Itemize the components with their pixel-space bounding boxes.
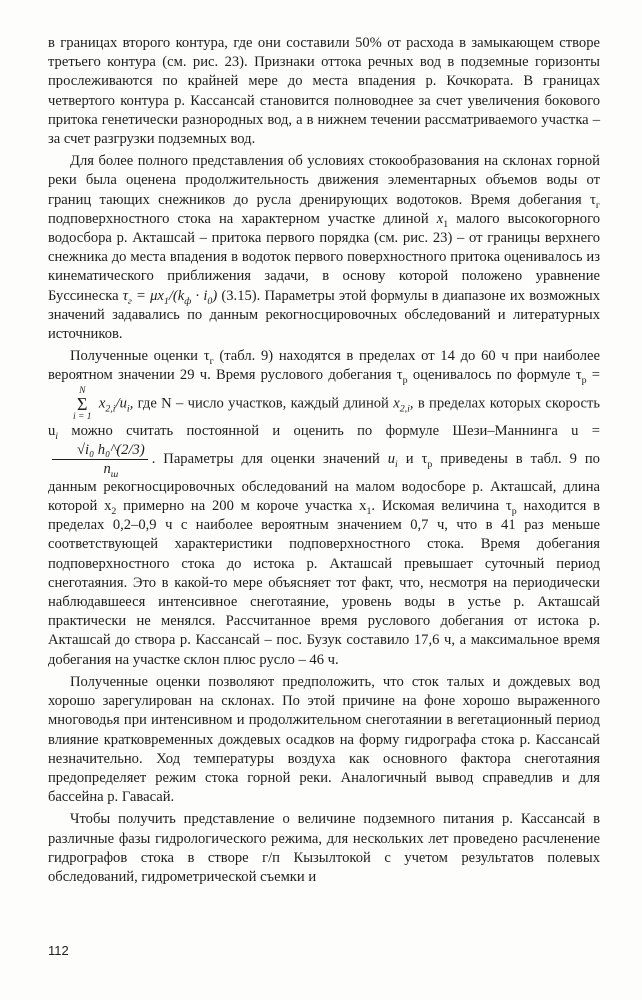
paragraph-1 [48,34,600,149]
formula-k-sub: ф [184,295,192,307]
p3-text-a: Полученные оценки τ [70,348,210,365]
p3-sub-c: р [581,375,587,387]
p3-text-m: примерно на 200 м короче участка x [116,498,367,515]
p3-sub-a: г [209,356,214,368]
sum-lower-limit: i = 1 [73,411,92,422]
p2-text-d: . Параметры этой формулы в диапазоне их возможных значений задавались по данным рекогносцировочных обследований и литературных источников. [48,287,601,343]
p2-text-a: Для более полного представления об условиях стокообразования на склонах горной реки была оценена продолжительность движения элементарных объемов воды от границ тающих снежников до русла дренирующих водотоков. Время добегания τ [48,153,600,208]
p3-text-f: , в пределах которых скорость u [48,395,600,439]
formula-x-sub: 1 [163,295,169,307]
p2-var-x-sub: 1 [443,218,449,230]
body-text [48,34,600,890]
sum-divisor-sub: i [126,402,130,414]
p2-text-c: малого высокогорного водосбора р. Акташсай – притока первого порядка (см. рис. 23) – от границы верхнего снежника до места впадения в водоток первого поверхностного притока оценивалось из кинематического приближения задачи, в основу которой положено уравнение Буссинеска [48,210,600,304]
equation-number: (3.15) [217,287,257,304]
p3-text-h: по формуле Шези–Маннинга u = [357,422,600,439]
paragraph-4 [48,673,600,807]
p2-var-x: x [436,210,444,227]
p3-text-g: можно считать постоянной и оценить [58,422,344,439]
p3-text-b: (табл. 9) находятся в пределах от 14 до 60 ч при наиболее вероятном значении 29 ч. Время руслового добегания τ [48,348,600,384]
formula-tau-sub: г [127,295,132,307]
p3-text-k: и τ [397,450,428,467]
sum-upper-limit: N [79,385,86,396]
fraction-den-n: n [103,460,111,477]
fraction-numerator: √i₀ h₀^(2/3) [52,441,148,460]
formula-tau: τ [122,287,128,304]
p3-sub-l: 2 [111,505,117,517]
formula-i: · i [191,287,208,304]
p3-text-n: . Искомая величина τ [371,498,512,515]
p3-text-o: находится в пределах 0,2–0,9 ч с наиболее вероятным значением 0,7 ч, что в 41 раз меньше соответствующей характеристики подповерхностного стока. Время добегания подповерхностного стока до истока р. Акташсай превышает суточный период снеготаяния. Это в какой-то мере объясняет тот факт, что, несмотря на периодически наблюдавшееся интенсивное снеготаяние, уровень воды в устье р. Акташсай практически не менялся. Рассчитанное время руслового добегания от истока р. Акташсай до створа р. Кассансай – пос. Бузук составило 17,6 ч, а максимальное время добегания на участке склон плюс русло – 46 ч. [48,498,600,668]
sum-sign: Σ [77,393,88,414]
p3-text-l: приведены в табл. 9 по данным рекогносцировочных обследований на малом водосборе р. Акташсай, длина которой x [48,450,600,515]
p3-var-u: u [387,450,396,467]
summation-symbol [51,386,92,422]
p3-var-x2: x [393,395,400,411]
paragraph-4-text: Полученные оценки позволяют предположить, что сток талых и дождевых вод хорошо зарегулирован на склонах. По этой причине на фоне хорошо выраженного многоводья при интенсивном и продолжительном снеготаянии в вегетационный период влияние кратковременных дождевых осадков на форму гидрографа стока р. Кассансай незначительно. Ход температуры воздуха как основного фактора снеготаяния предопределяет режим стока горной реки. Аналогичный вывод справедлив и для бассейна р. Гавасай. [48,673,600,806]
paragraph-5 [48,810,600,887]
p3-var-u-sub: i [395,458,398,470]
p3-text-c: оценивалось по формуле τ [407,367,582,384]
paragraph-3 [48,347,600,670]
fraction-den-sub: ш [110,468,119,480]
paragraph-2 [48,152,600,344]
formula-close: ) [212,287,218,304]
p3-text-d: , где N – число участков, каждый длиной [129,395,389,411]
sum-term-sub: 2,i [105,402,116,414]
paragraph-1-text: в границах второго контура, где они составили 50% от расхода в замыкающем створе третьего контура (см. рис. 23). Признаки оттока речных вод в подземные горизонты прослеживаются по крайней мере до места впадения р. Кочкората. В границах четвертого контура р. Кассансай становится полноводнее за счет увеличения бокового притока генетически разнородных вод, а в нижнем течении рассматриваемого участка – за счет разгрузки подземных вод. [48,35,600,148]
p3-sub-k: р [427,458,433,470]
p2-text-b: подповерхностного стока на характерном участке длиной [48,210,437,227]
sum-term: x [94,395,106,411]
formula-mu-x: = μx [131,287,164,304]
sum-divisor: /u [115,395,127,411]
p3-eq: = [586,367,600,384]
formula-i-sub: 0 [207,295,213,307]
p3-sub-n: р [511,505,517,517]
formula-k: /(k [168,287,185,304]
manning-formula-fraction [52,441,148,478]
boussinesq-formula [122,287,218,307]
p3-sub-b: р [402,375,408,387]
p2-sub-g: г [595,199,600,211]
p3-sub-f: i [55,430,59,442]
p3-text-i: . Параметры для оценки значений [151,450,380,467]
page-number: 112 [48,943,69,958]
p3-sub-m: 1 [366,505,372,517]
p3-var-x2-sub: 2,i [399,402,410,414]
fraction-denominator [78,460,121,478]
paragraph-5-text: Чтобы получить представление о величине подземного питания р. Кассансай в различные фазы гидрологического режима, для нескольких лет проведено расчленение гидрографов стока в створе г/п Кызылтокой с учетом результатов полевых обследований, гидрометрической съемки и [48,811,600,885]
